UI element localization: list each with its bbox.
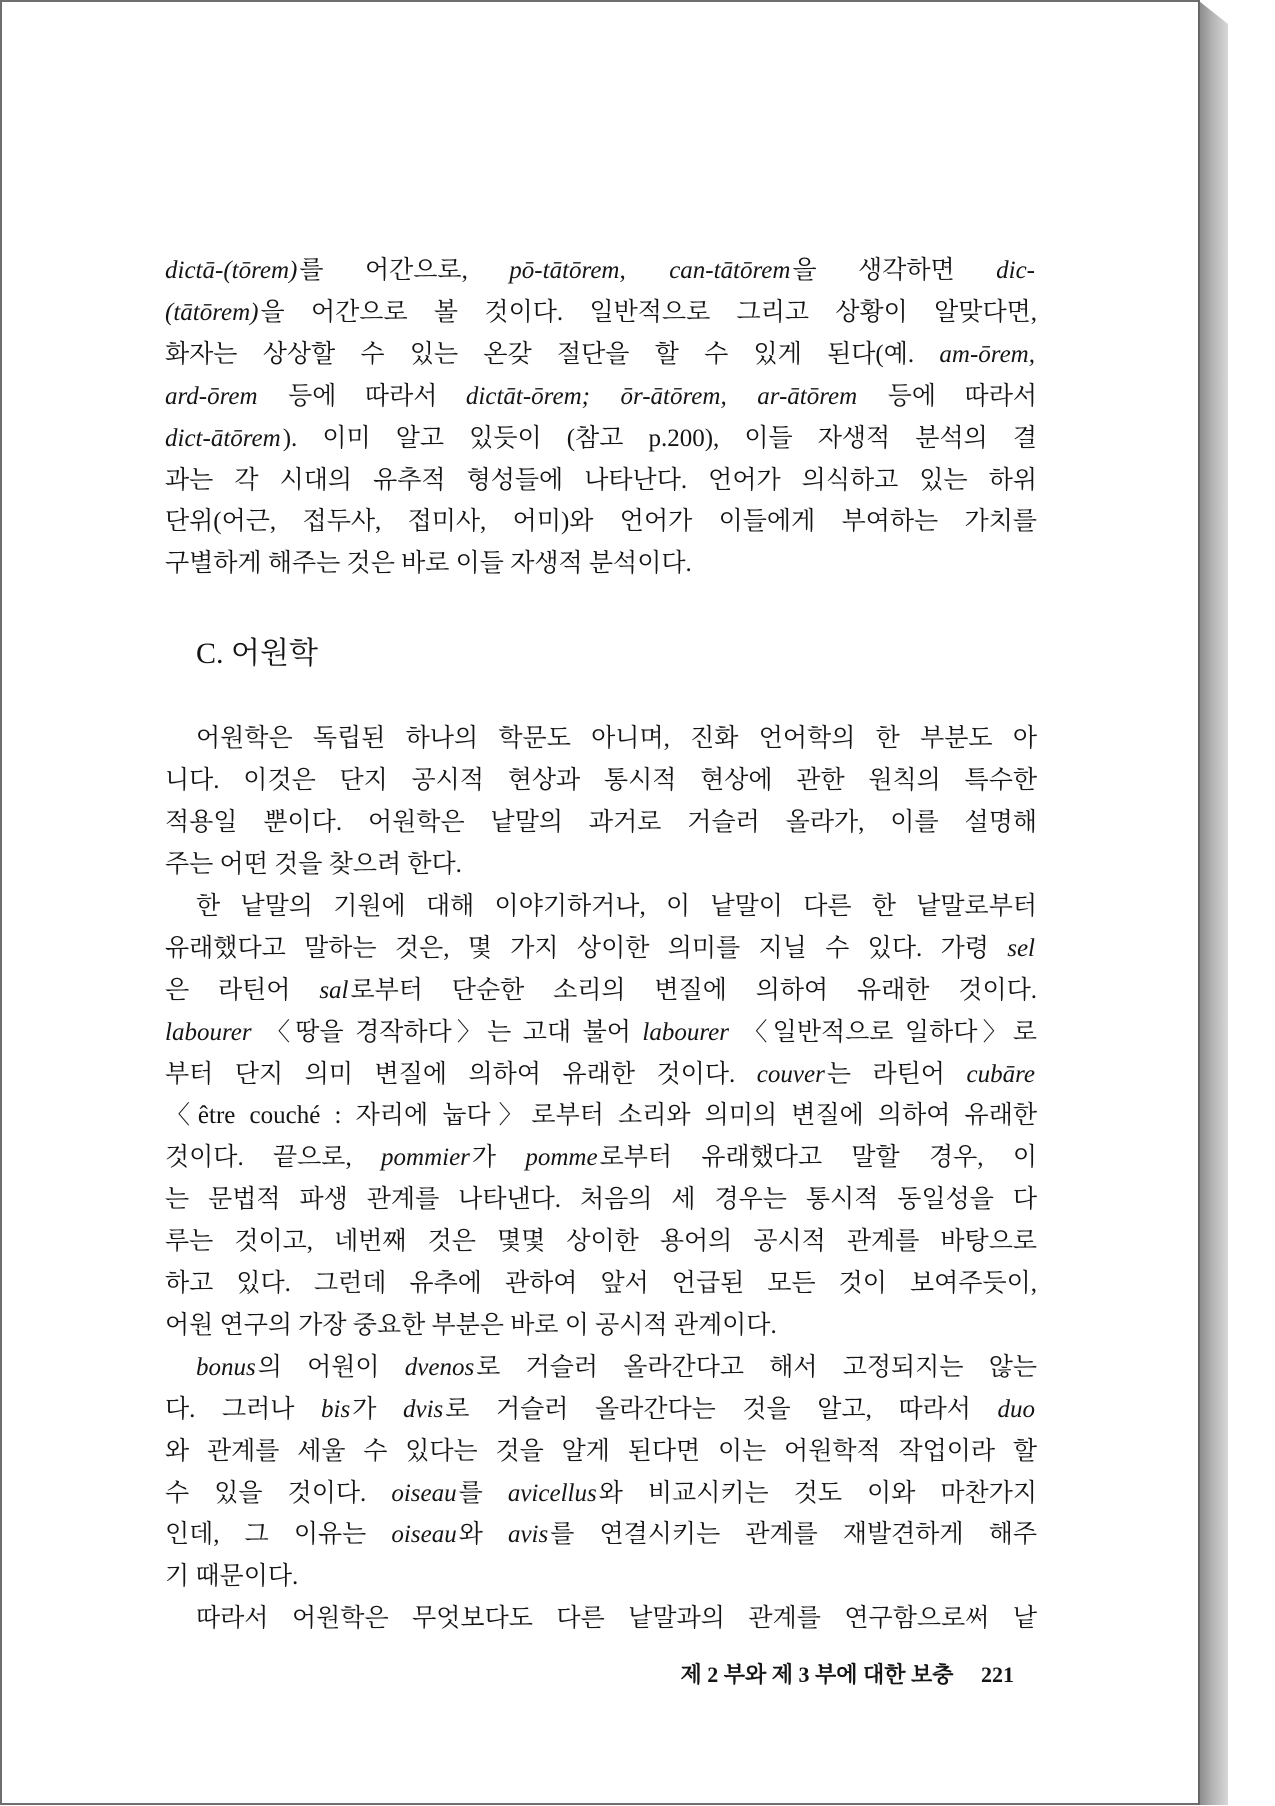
section-heading: C. 어원학 [196, 637, 318, 671]
paragraph [165, 1598, 1037, 1640]
text-line: 는 문법적 파생 관계를 나타낸다. 처음의 세 경우는 통시적 동일성을 다 [165, 1186, 1037, 1214]
page-edge-shadow [1199, 1, 1228, 1805]
text-line: 어원 연구의 가장 중요한 부분은 바로 이 공시적 관계이다. [165, 1311, 777, 1339]
latin-term: dictā-(tōrem) [165, 257, 298, 284]
text-run: 로 거슬러 올라간다는 것을 알고, 따라서 [445, 1395, 998, 1423]
text-run: 는 라틴어 [826, 1060, 967, 1088]
text-run: 것이다. 끝으로, [165, 1144, 382, 1172]
latin-term: avicellus [507, 1479, 597, 1507]
latin-term: oiseau [391, 1521, 457, 1549]
text-line [165, 1012, 1037, 1054]
latin-term: pomme [525, 1144, 598, 1172]
text-run: 유래했다고 말하는 것은, 몇 가지 상이한 의미를 지닐 수 있다. 가령 [165, 934, 1008, 962]
text-run: 화자는 상상할 수 있는 온갖 절단을 할 수 있게 된다(예. [165, 340, 940, 368]
latin-term: sal [319, 976, 349, 1004]
latin-term: pommier [381, 1144, 470, 1172]
page-number: 221 [981, 1662, 1014, 1687]
text-run: 를 연결시키는 관계를 재발견하게 해주 [550, 1521, 1037, 1549]
text-line [165, 1347, 1037, 1389]
text-run: 로부터 유래했다고 말할 경우, 이 [599, 1144, 1038, 1172]
latin-term: dvenos [404, 1353, 475, 1381]
text-run: 을 생각하면 [792, 257, 997, 284]
text-run: 수 있을 것이다. [165, 1479, 392, 1507]
text-line [165, 334, 1037, 376]
latin-term: labourer [642, 1018, 729, 1046]
text-run: 와 [458, 1521, 508, 1549]
text-run: 가 [471, 1144, 526, 1172]
latin-term: avis [507, 1521, 549, 1549]
text-run: ). 이미 알고 있듯이 (참고 p.200), 이들 자생적 분석의 결 [282, 424, 1037, 452]
text-line [165, 928, 1037, 970]
text-line [165, 376, 1037, 418]
text-line: 니다. 이것은 단지 공시적 현상과 통시적 현상에 관한 원칙의 특수한 [165, 767, 1037, 795]
text-line: 루는 것이고, 네번째 것은 몇몇 상이한 용어의 공시적 관계를 바탕으로 [165, 1228, 1037, 1256]
text-line [165, 1137, 1037, 1179]
paragraph [165, 1347, 1037, 1598]
text-line: 와 관계를 세울 수 있다는 것을 알게 된다면 이는 어원학적 작업이라 할 [165, 1437, 1037, 1465]
text-line [165, 418, 1037, 460]
latin-term: ōr-ātōrem, [620, 382, 727, 410]
text-run: 을 어간으로 볼 것이다. 일반적으로 그리고 상황이 알맞다면, [260, 298, 1037, 326]
text-line [165, 1473, 1037, 1515]
text-line [165, 250, 1037, 292]
text-line [165, 1054, 1037, 1096]
latin-term: sel [1007, 934, 1035, 962]
text-line [165, 292, 1037, 334]
latin-term: oiseau [391, 1479, 457, 1507]
text-run: 로부터 단순한 소리의 변질에 의하여 유래한 것이다. [350, 976, 1037, 1004]
text-run: 인데, 그 이유는 [165, 1521, 392, 1549]
latin-term: cubāre [966, 1060, 1036, 1088]
page-body [165, 250, 1037, 1640]
latin-term: duo [997, 1395, 1035, 1423]
latin-term: ard-ōrem [165, 382, 258, 410]
text-run: 로 거슬러 올라간다고 해서 고정되지는 않는 [476, 1353, 1037, 1381]
text-line: 구별하게 해주는 것은 바로 이들 자생적 분석이다. [165, 550, 692, 578]
text-line: 따라서 어원학은 무엇보다도 다른 낱말과의 관계를 연구함으로써 낱 [196, 1605, 1037, 1633]
text-run: 은 라틴어 [165, 976, 320, 1004]
latin-term: dict-ātōrem [165, 424, 281, 452]
text-run: 와 비교시키는 것도 이와 마찬가지 [598, 1479, 1038, 1507]
text-run: 를 어간으로, [299, 257, 510, 284]
latin-term: bis [321, 1395, 351, 1423]
latin-term: can-tātōrem [669, 257, 791, 284]
text-run: 다. 그러나 [165, 1395, 322, 1423]
latin-term: dictāt-ōrem; [465, 382, 590, 410]
text-run: 부터 단지 의미 변질에 의하여 유래한 것이다. [165, 1060, 757, 1088]
text-run: 〈땅을 경작하다〉는 고대 불어 [253, 1018, 643, 1046]
text-line: 과는 각 시대의 유추적 형성들에 나타난다. 언어가 의식하고 있는 하위 [165, 466, 1037, 494]
text-run: 〈일반적으로 일하다〉로 [730, 1018, 1037, 1046]
text-line [165, 1514, 1037, 1556]
text-run [592, 383, 621, 410]
latin-term: dvis [402, 1395, 444, 1423]
text-line: 〈être couché : 자리에 눕다〉로부터 소리와 의미의 변질에 의하여 유래한 [165, 1102, 1037, 1130]
latin-term: am-ōrem, [939, 340, 1035, 368]
latin-term: dic- [996, 257, 1035, 284]
text-line: 적용일 뿐이다. 어원학은 낱말의 과거로 거슬러 올라가, 이를 설명해 [165, 809, 1037, 837]
text-line: 한 낱말의 기원에 대해 이야기하거나, 이 낱말이 다른 한 낱말로부터 [196, 892, 1037, 920]
text-line: 어원학은 독립된 하나의 학문도 아니며, 진화 언어학의 한 부분도 아 [196, 725, 1037, 753]
latin-term: labourer [165, 1018, 252, 1046]
text-line: 하고 있다. 그런데 유추에 관하여 앞서 언급된 모든 것이 보여주듯이, [165, 1270, 1037, 1298]
text-line [165, 1389, 1037, 1431]
text-run [628, 257, 669, 284]
latin-term: pō-tātōrem, [509, 257, 626, 284]
text-line [165, 970, 1037, 1012]
text-run: 등에 따라서 [859, 382, 1037, 410]
text-line: 단위(어근, 접두사, 접미사, 어미)와 언어가 이들에게 부여하는 가치를 [165, 508, 1037, 536]
paragraph [165, 718, 1037, 886]
paragraph [165, 886, 1037, 1347]
text-run [729, 383, 758, 410]
text-line: 주는 어떤 것을 찾으려 한다. [165, 850, 462, 878]
section-title: 제 2 부와 제 3 부에 대한 보충 [680, 1662, 954, 1687]
text-run: 를 [458, 1479, 508, 1507]
latin-term: (tātōrem) [165, 298, 259, 326]
latin-term: ar-ātōrem [757, 382, 858, 410]
paragraph [165, 250, 1037, 585]
text-run: 의 어원이 [257, 1353, 405, 1381]
running-footer [680, 1660, 1014, 1690]
text-run: 가 [352, 1395, 403, 1423]
latin-term: bonus [196, 1353, 256, 1381]
latin-term: couver [756, 1060, 825, 1088]
text-run: 등에 따라서 [259, 382, 466, 410]
text-line: 기 때문이다. [165, 1563, 299, 1591]
